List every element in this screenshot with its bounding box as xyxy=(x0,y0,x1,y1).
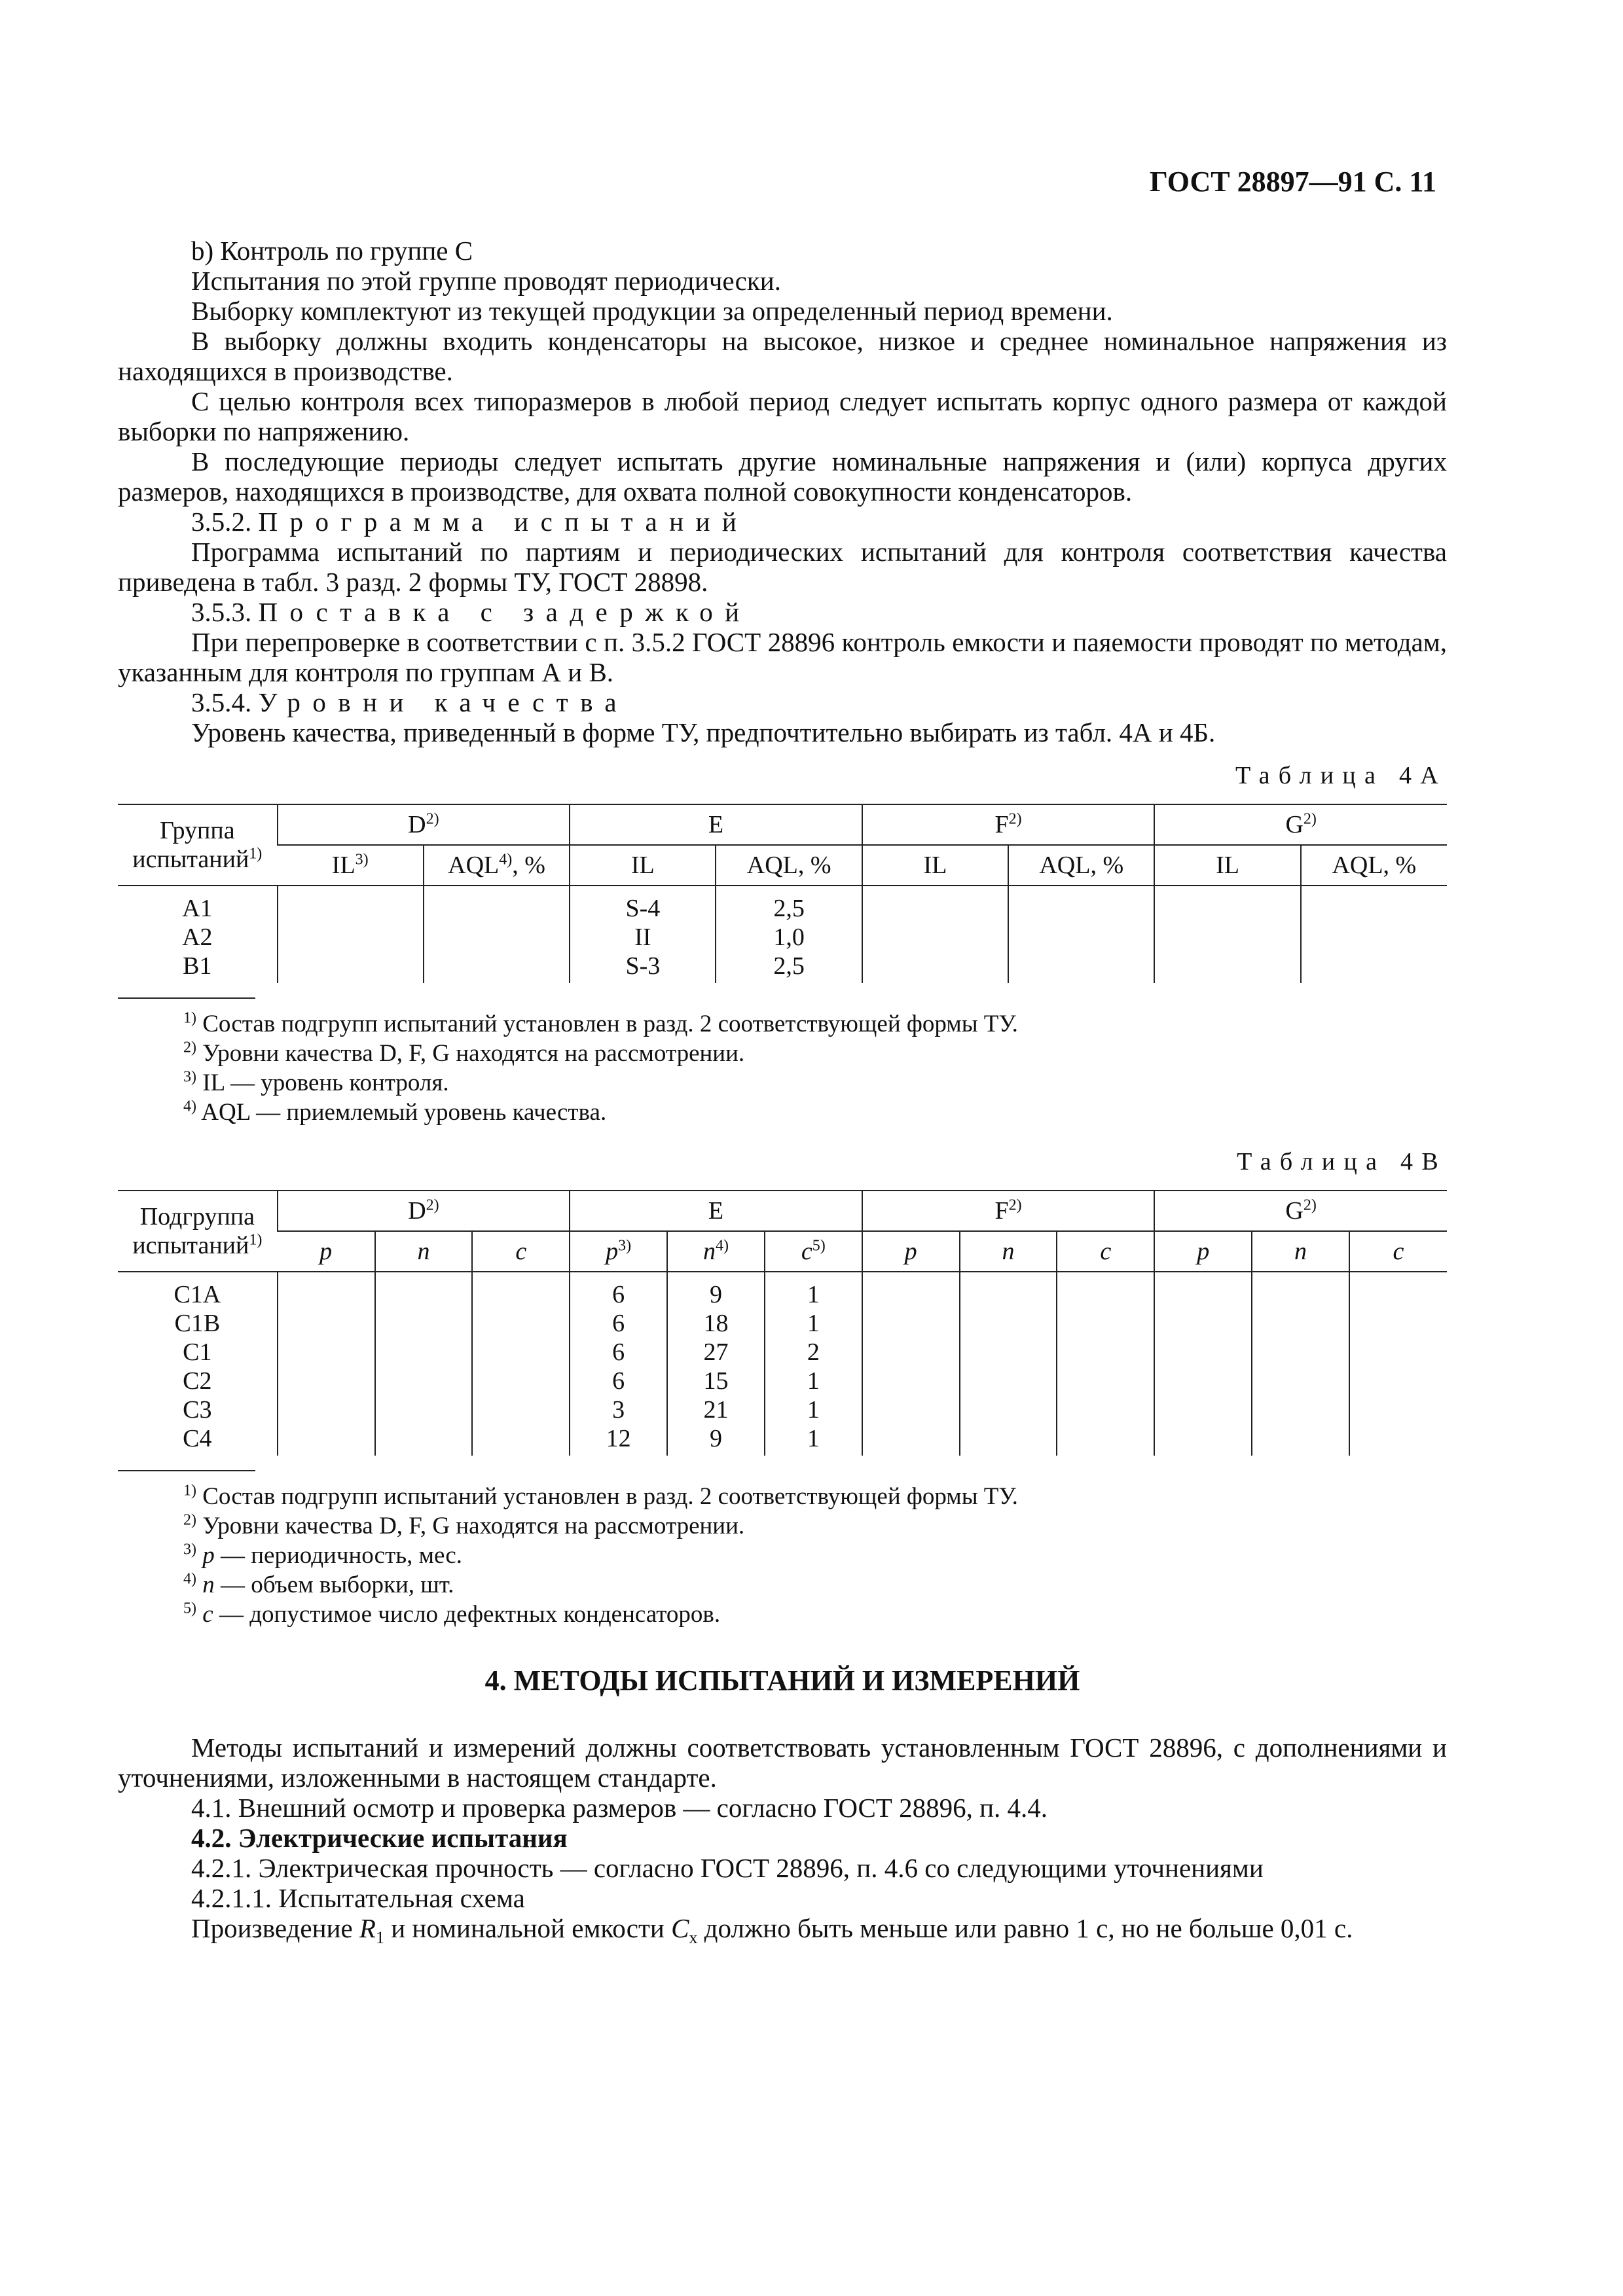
footnote: $^{1)}$ Состав подгрупп испытаний установлен в разд. 2 соответствующей формы ТУ. xyxy=(183,1009,1018,1037)
table-4b xyxy=(118,1190,1447,1456)
table-cell-e-n: 9 18 27 15 21 9 xyxy=(667,1272,765,1456)
table-cell xyxy=(862,1272,960,1456)
section-number: 3.5.2. xyxy=(191,507,252,537)
footnote: $^{4)}$ n — объем выборки, шт. xyxy=(183,1570,454,1598)
section-title: Поставка с задержкой xyxy=(258,597,752,627)
table-cell xyxy=(862,886,1008,983)
table-cell xyxy=(1349,1272,1447,1456)
table-cell xyxy=(1154,886,1300,983)
table-header-aql: AQL, % xyxy=(716,845,862,886)
footnote: $^{3)}$ p — периодичность, мес. xyxy=(183,1541,463,1569)
footnote: $^{3)}$ IL — уровень контроля. xyxy=(183,1068,449,1096)
section-4-2-1: 4.2.1. Электрическая прочность — согласно ГОСТ 28896, п. 4.6 со следующими уточнениями xyxy=(191,1853,1264,1883)
table-cell xyxy=(1008,886,1154,983)
table-header-il: IL xyxy=(570,845,716,886)
table-cell xyxy=(1057,1272,1154,1456)
table-header-level: $F^{2)}$ xyxy=(862,804,1155,845)
table-header-p: p xyxy=(862,1231,960,1272)
table-header-group: Подгруппа испытаний$^{1)}$ xyxy=(118,1191,278,1272)
table-header-level: E xyxy=(570,804,862,845)
section-4-last-paragraph: Произведение $R_1$ и номинальной емкости $C_x$ должно быть меньше или равно 1 с, но не больше 0,01 с. xyxy=(191,1913,1353,1948)
table-header-aql: AQL$^{4)}$, % xyxy=(424,845,570,886)
table-header-level: $D^{2)}$ xyxy=(278,804,570,845)
table-cell xyxy=(278,886,424,983)
section-4-2-heading: 4.2. Электрические испытания xyxy=(191,1823,568,1853)
table-header-level: $G^{2)}$ xyxy=(1154,804,1447,845)
table-header-level: $F^{2)}$ xyxy=(862,1191,1155,1231)
table-header-c: $c^{5)}$ xyxy=(765,1231,862,1272)
table-header-group: Группа испытаний$^{1)}$ xyxy=(118,804,278,886)
footnote-divider xyxy=(118,997,255,999)
table-cell xyxy=(472,1272,570,1456)
table-header-p: p xyxy=(1154,1231,1252,1272)
section-3-5-4-heading xyxy=(118,687,1447,717)
table-header-n: n xyxy=(960,1231,1057,1272)
table-cell-e-il: S-4 II S-3 xyxy=(570,886,716,983)
table-header-c: c xyxy=(1349,1231,1447,1272)
section-4-paragraph: Методы испытаний и измерений должны соответствовать установленным ГОСТ 28896, с дополнениями и уточнениями, изложенными в настоящем стандарте. xyxy=(118,1732,1447,1793)
intro-paragraph: С целью контроля всех типоразмеров в любой период следует испытать корпус одного размера от каждой выборки по напряжению. xyxy=(118,386,1447,446)
table-header-n: n xyxy=(1252,1231,1349,1272)
document-body xyxy=(118,236,1447,1948)
footnote-divider xyxy=(118,1470,255,1471)
intro-paragraph: Выборку комплектуют из текущей продукции за определенный период времени. xyxy=(191,296,1113,326)
section-title: Программа испытаний xyxy=(258,507,749,537)
page-header: ГОСТ 28897—91 С. 11 xyxy=(1149,166,1436,198)
footnote: $^{2)}$ Уровни качества D, F, G находятся на рассмотрении. xyxy=(183,1039,745,1067)
table-cell xyxy=(278,1272,375,1456)
section-3-5-2-heading xyxy=(118,507,1447,537)
table-row xyxy=(118,1272,1447,1456)
table-cell xyxy=(1154,1272,1252,1456)
table-cell xyxy=(375,1272,473,1456)
table-header-p: $p^{3)}$ xyxy=(570,1231,667,1272)
table-header-c: c xyxy=(472,1231,570,1272)
table-header-aql: AQL, % xyxy=(1301,845,1447,886)
table-cell-groups: A1 A2 B1 xyxy=(182,895,213,980)
table-header-c: c xyxy=(1057,1231,1154,1272)
table-cell xyxy=(1301,886,1447,983)
table-cell xyxy=(424,886,570,983)
table-header-aql: AQL, % xyxy=(1008,845,1154,886)
table-cell-e-aql: 2,5 1,0 2,5 xyxy=(716,886,862,983)
footnote: $^{1)}$ Состав подгрупп испытаний установлен в разд. 2 соответствующей формы ТУ. xyxy=(183,1482,1018,1510)
table-header-il: IL xyxy=(1154,845,1300,886)
table-cell xyxy=(960,1272,1057,1456)
section-3-5-3-text: При перепроверке в соответствии с п. 3.5.2 ГОСТ 28896 контроль емкости и паяемости проводят по методам, указанным для контроля по группам А и В. xyxy=(118,627,1447,687)
intro-paragraph: В последующие периоды следует испытать другие номинальные напряжения и (или) корпуса других размеров, находящихся в производстве, для охвата полной совокупности конденсаторов. xyxy=(118,446,1447,507)
section-number: 3.5.4. xyxy=(191,687,252,717)
table-header-n: $n^{4)}$ xyxy=(667,1231,765,1272)
footnote: $^{2)}$ Уровни качества D, F, G находятся на рассмотрении. xyxy=(183,1511,745,1539)
table-4b-caption: Таблица 4В xyxy=(1237,1148,1447,1175)
table-header-n: n xyxy=(375,1231,473,1272)
footnote: $^{4)}$ AQL — приемлемый уровень качества. xyxy=(183,1098,607,1126)
table-header-level: E xyxy=(570,1191,862,1231)
table-4a-caption: Таблица 4А xyxy=(1235,762,1447,789)
table-header-level: $D^{2)}$ xyxy=(278,1191,570,1231)
table-cell-groups: C1A C1B C1 C2 C3 C4 xyxy=(173,1281,221,1452)
table-4a xyxy=(118,804,1447,983)
section-number: 3.5.3. xyxy=(191,597,252,627)
table-cell-e-c: 1 1 2 1 1 1 xyxy=(765,1272,862,1456)
table-header-il: IL xyxy=(862,845,1008,886)
intro-paragraph: Испытания по этой группе проводят периодически. xyxy=(191,266,781,296)
section-4-2-1-1: 4.2.1.1. Испытательная схема xyxy=(191,1883,525,1913)
table-cell-e-p: 6 6 6 6 3 12 xyxy=(570,1272,667,1456)
section-title: Уровни качества xyxy=(258,687,629,717)
section-4-1: 4.1. Внешний осмотр и проверка размеров — согласно ГОСТ 28896, п. 4.4. xyxy=(191,1793,1048,1823)
footnote: $^{5)}$ c — допустимое число дефектных конденсаторов. xyxy=(183,1600,721,1628)
section-3-5-3-heading xyxy=(118,597,1447,627)
table-header-level: $G^{2)}$ xyxy=(1154,1191,1447,1231)
table-cell xyxy=(1252,1272,1349,1456)
intro-paragraph: b) Контроль по группе С xyxy=(191,236,473,266)
section-4-heading: 4. МЕТОДЫ ИСПЫТАНИЙ И ИЗМЕРЕНИЙ xyxy=(484,1664,1080,1696)
intro-paragraph: В выборку должны входить конденсаторы на высокое, низкое и среднее номинальное напряжения из находящихся в производстве. xyxy=(118,326,1447,386)
section-3-5-4-text: Уровень качества, приведенный в форме ТУ, предпочтительно выбирать из табл. 4А и 4Б. xyxy=(191,717,1216,747)
section-3-5-2-text: Программа испытаний по партиям и периодических испытаний для контроля соответствия качества приведена в табл. 3 разд. 2 формы ТУ, ГОСТ 28898. xyxy=(118,537,1447,597)
table-header-p: p xyxy=(278,1231,375,1272)
table-row xyxy=(118,886,1447,983)
table-header-il: IL$^{3)}$ xyxy=(278,845,424,886)
